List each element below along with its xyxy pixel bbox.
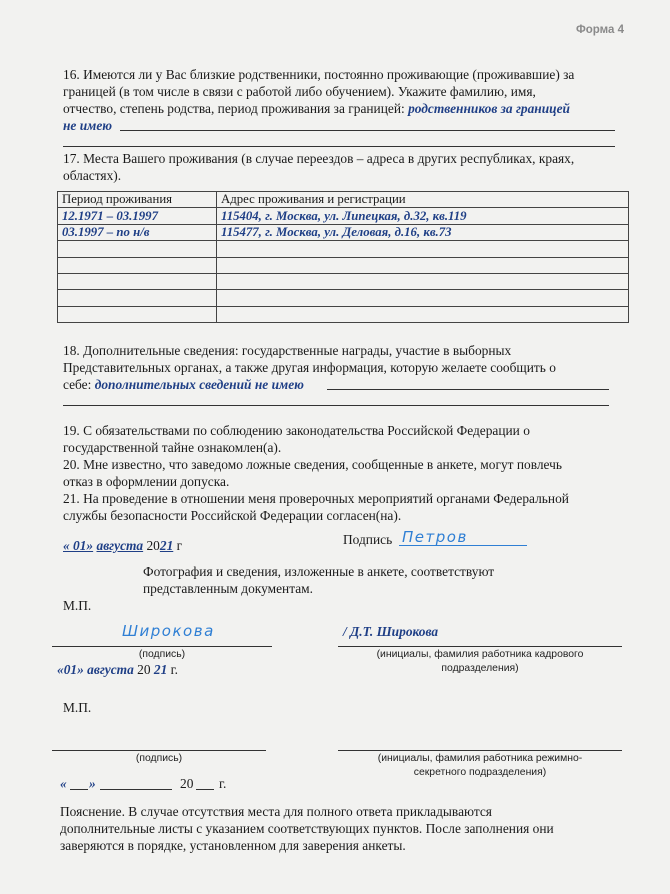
row2-period: 03.1997 – по н/в <box>58 224 217 240</box>
secret-name-line <box>338 750 622 751</box>
applicant-date-g: г <box>176 538 183 553</box>
hr-initials: / Д.Т. Широкова <box>343 624 439 639</box>
hr-date-day: «01» <box>57 662 84 677</box>
signature-line <box>399 545 527 546</box>
secret-name-caption-1: (инициалы, фамилия работника режимно- <box>377 753 583 764</box>
table-row <box>58 224 629 240</box>
table-row <box>58 208 629 224</box>
table-header-row <box>58 192 629 208</box>
stamp-place-label-2: М.П. <box>63 700 92 715</box>
secret-date-month-line <box>100 789 172 790</box>
q20-line1: 20. Мне известно, что заведомо ложные сведения, сообщенные в анкете, могут повлечь <box>63 457 562 472</box>
secret-date-close-quote: » <box>89 776 96 791</box>
q18-answer-line <box>327 389 609 390</box>
applicant-date-year-prefix: 20 <box>146 538 160 553</box>
q18-prompt-end: себе: <box>63 377 95 392</box>
applicant-date-day: « 01» <box>63 538 94 553</box>
q18-line3 <box>63 377 304 393</box>
secret-signature-line <box>52 750 266 751</box>
q16-answer-line <box>120 130 615 131</box>
table-row <box>58 290 629 306</box>
header-period: Период проживания <box>58 192 217 208</box>
secret-date-g: г. <box>219 776 227 791</box>
q21-line2: службы безопасности Российской Федерации согласен(на). <box>63 508 402 523</box>
q16-line1: 16. Имеются ли у Вас близкие родственники, постоянно проживающие (проживавшие) за <box>63 67 575 82</box>
note-line1: Пояснение. В случае отсутствия места для полного ответа прикладываются <box>60 804 492 819</box>
q18-line1: 18. Дополнительные сведения: государственные награды, участие в выборных <box>63 343 512 358</box>
row1-address: 115404, г. Москва, ул. Липецкая, д.32, кв.119 <box>217 208 629 224</box>
hr-date-month: августа <box>87 662 134 677</box>
hr-name-caption-2: подразделения) <box>441 663 519 674</box>
secret-date-year-prefix: 20 <box>180 776 194 791</box>
hr-signature: Широкова <box>122 622 215 640</box>
q19-line1: 19. С обязательствами по соблюдению законодательства Российской Федерации о <box>63 423 530 438</box>
table-row <box>58 257 629 273</box>
q16-answer-part2: не имею <box>63 118 113 133</box>
q18-answer: дополнительных сведений не имею <box>94 377 304 392</box>
q21-line1: 21. На проведение в отношении меня проверочных мероприятий органами Федеральной <box>63 491 569 506</box>
q16-prompt-end: отчество, степень родства, период проживания за границей: <box>63 101 409 116</box>
hr-date-year: 21 <box>153 662 168 677</box>
q16-line3 <box>63 101 570 117</box>
hr-name-caption-1: (инициалы, фамилия работника кадрового <box>376 649 584 660</box>
table-row <box>58 306 629 322</box>
q18-line2: Представительных органах, а также другая информация, которую желаете сообщить о <box>63 360 556 375</box>
q18-answer-line-2 <box>63 405 609 406</box>
q17-line1: 17. Места Вашего проживания (в случае переездов – адреса в других республиках, краях, <box>63 151 575 166</box>
table-row <box>58 273 629 289</box>
q20-line2: отказ в оформлении допуска. <box>63 474 230 489</box>
q19-line2: государственной тайне ознакомлен(а). <box>63 440 282 455</box>
header-address: Адрес проживания и регистрации <box>217 192 629 208</box>
row2-address: 115477, г. Москва, ул. Деловая, д.16, кв.73 <box>217 224 629 240</box>
q17-line2: областях). <box>63 168 122 183</box>
q16-line2: границей (в том числе в связи с работой либо обучением). Укажите фамилию, имя, <box>63 84 536 99</box>
applicant-date <box>63 538 182 554</box>
residence-table <box>57 191 629 323</box>
secret-date-year-line <box>196 789 214 790</box>
hr-date-year-prefix: 20 <box>137 662 151 677</box>
applicant-date-month: августа <box>96 538 144 553</box>
applicant-signature: Петров <box>402 528 468 546</box>
signature-label: Подпись <box>343 532 393 547</box>
secret-date-day-line <box>70 789 88 790</box>
hr-name-line <box>338 646 622 647</box>
note-line3: заверяются в порядке, установленном для заверения анкеты. <box>60 838 406 853</box>
table-row <box>58 241 629 257</box>
confirmation-line1: Фотография и сведения, изложенные в анкете, соответствуют <box>143 564 495 579</box>
hr-signature-caption: (подпись) <box>138 649 186 660</box>
secret-name-caption-2: секретного подразделения) <box>413 767 547 778</box>
hr-date <box>57 662 178 678</box>
note-line2: дополнительные листы с указанием соответствующих пунктов. После заполнения они <box>60 821 554 836</box>
stamp-place-label: М.П. <box>63 598 92 613</box>
applicant-date-year: 21 <box>159 538 174 553</box>
secret-date-open-quote: « <box>60 776 67 791</box>
form-number-label: Форма 4 <box>575 24 624 36</box>
secret-signature-caption: (подпись) <box>135 753 183 764</box>
q16-answer-line-2 <box>63 146 615 147</box>
row1-period: 12.1971 – 03.1997 <box>58 208 217 224</box>
hr-signature-line <box>52 646 272 647</box>
q16-answer-part1: родственников за границей <box>408 101 570 116</box>
hr-date-g: г. <box>170 662 178 677</box>
confirmation-line2: представленным документам. <box>143 581 313 596</box>
